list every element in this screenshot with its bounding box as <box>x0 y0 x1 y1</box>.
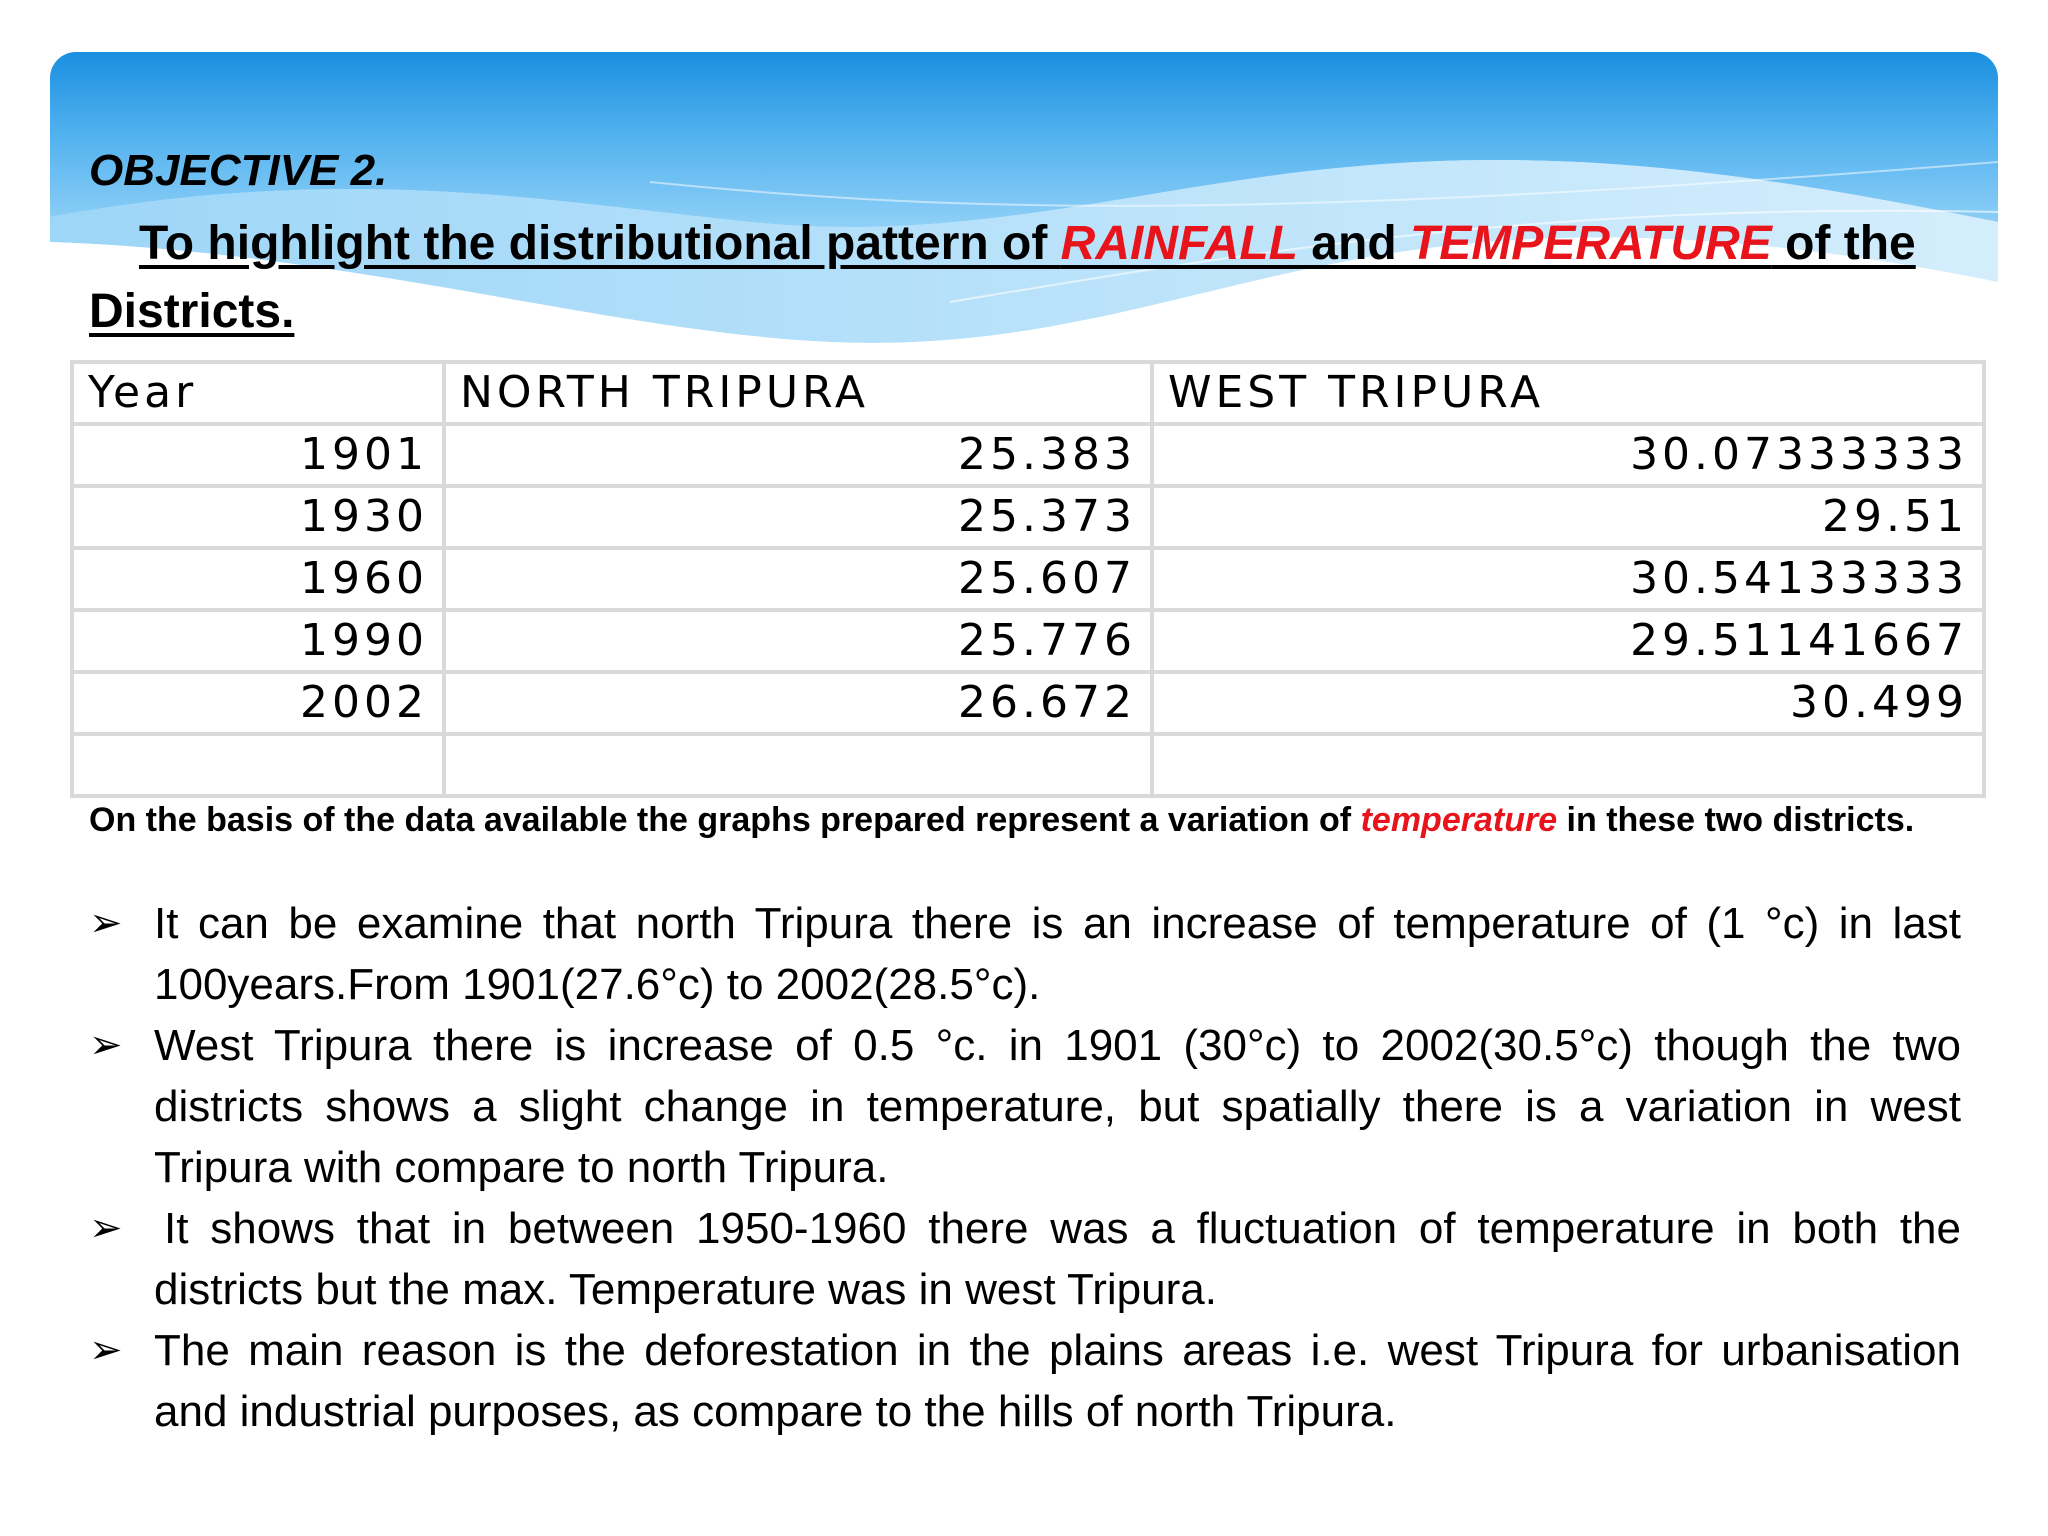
list-item <box>89 1198 1961 1320</box>
table-row-empty <box>72 734 1984 796</box>
cell-year: 1930 <box>72 486 444 548</box>
cell-year: 1990 <box>72 610 444 672</box>
cell-north-tripura: 25.373 <box>444 486 1152 548</box>
bullet-text: It shows that in between 1950-1960 there was a fluctuation of temperature in both the districts but the max. Temperature was in west Tripura. <box>154 1204 1961 1314</box>
header-west-tripura: WEST TRIPURA <box>1152 362 1984 424</box>
arrowhead-bullet-icon: ➢ <box>89 1328 123 1372</box>
cell-west-tripura: 30.499 <box>1152 672 1984 734</box>
findings-list <box>89 893 1961 1442</box>
slide-heading <box>89 210 1969 346</box>
temperature-table <box>70 360 1986 798</box>
list-item <box>89 893 1961 1015</box>
cell-north-tripura: 25.776 <box>444 610 1152 672</box>
cell-west-tripura: 30.54133333 <box>1152 548 1984 610</box>
objective-label: OBJECTIVE 2. <box>89 146 388 195</box>
summary-text-part1: On the basis of the data available the graphs prepared represent a variation of <box>89 801 1361 839</box>
heading-rainfall: RAINFALL <box>1060 217 1298 270</box>
cell-year <box>72 734 444 796</box>
cell-north-tripura <box>444 734 1152 796</box>
summary-text-part2: in these two districts. <box>1557 801 1915 839</box>
heading-text-part3: of the Districts. <box>89 217 1916 338</box>
bullet-text: West Tripura there is increase of 0.5 °c. in 1901 (30°c) to 2002(30.5°c) though the two districts shows a slight change in temperature, but spatially there is a variation in west Tripura with compare to north Tripura. <box>154 1021 1961 1192</box>
header-year: Year <box>72 362 444 424</box>
table-row <box>72 486 1984 548</box>
table-row <box>72 610 1984 672</box>
arrowhead-bullet-icon: ➢ <box>89 1023 123 1067</box>
cell-year: 2002 <box>72 672 444 734</box>
table-row <box>72 424 1984 486</box>
cell-west-tripura: 29.51 <box>1152 486 1984 548</box>
cell-north-tripura: 25.383 <box>444 424 1152 486</box>
cell-west-tripura <box>1152 734 1984 796</box>
table-row <box>72 548 1984 610</box>
cell-west-tripura: 29.51141667 <box>1152 610 1984 672</box>
arrowhead-bullet-icon: ➢ <box>89 1206 123 1250</box>
list-item <box>89 1320 1961 1442</box>
cell-year: 1960 <box>72 548 444 610</box>
header-north-tripura: NORTH TRIPURA <box>444 362 1152 424</box>
cell-north-tripura: 25.607 <box>444 548 1152 610</box>
bullet-text: It can be examine that north Tripura there is an increase of temperature of (1 °c) in last 100years.From 1901(27.6°c) to 2002(28.5°c). <box>154 899 1961 1009</box>
cell-north-tripura: 26.672 <box>444 672 1152 734</box>
cell-west-tripura: 30.07333333 <box>1152 424 1984 486</box>
table-row <box>72 672 1984 734</box>
summary-temperature: temperature <box>1360 801 1558 839</box>
heading-temperature: TEMPERATURE <box>1409 217 1772 270</box>
list-item <box>89 1015 1961 1198</box>
arrowhead-bullet-icon: ➢ <box>89 901 123 945</box>
heading-text-part1: To highlight the distributional pattern of <box>139 217 1061 270</box>
table-header-row <box>72 362 1984 424</box>
bullet-text: The main reason is the deforestation in the plains areas i.e. west Tripura for urbanisation and industrial purposes, as compare to the hills of north Tripura. <box>154 1326 1961 1436</box>
heading-text-part2: and <box>1297 217 1410 270</box>
summary-paragraph <box>89 796 1969 844</box>
cell-year: 1901 <box>72 424 444 486</box>
